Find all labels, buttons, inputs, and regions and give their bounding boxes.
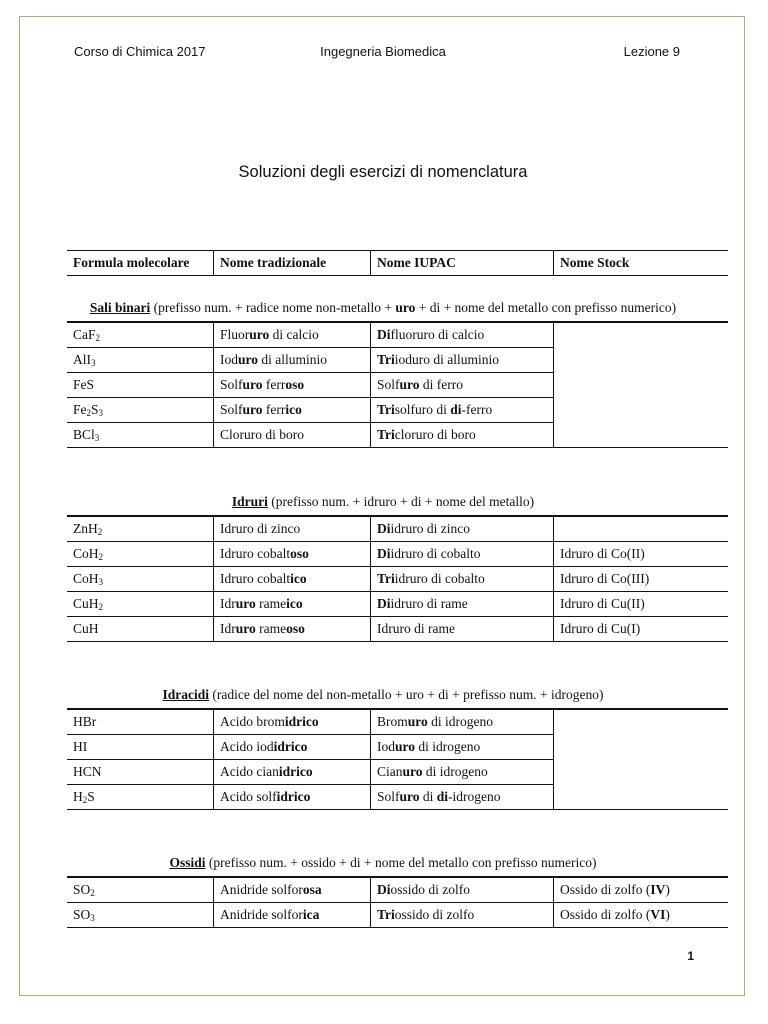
traditional-name-cell: Acido bromidrico (214, 709, 371, 735)
table-row (67, 785, 728, 810)
section-rule: (prefisso num. + idruro + di + nome del metallo) (267, 494, 535, 509)
section-name: Sali binari (89, 300, 151, 315)
iupac-name-cell: Tricloruro di boro (371, 423, 554, 448)
iupac-name-cell: Solfuro di di-idrogeno (371, 785, 554, 810)
iupac-name-cell: Bromuro di idrogeno (371, 709, 554, 735)
formula-cell: $Fe_2S_3$ (67, 398, 214, 423)
formula-cell: FeS (67, 373, 214, 398)
stock-name-cell: Idruro di Co(II) (554, 542, 729, 567)
iupac-name-cell: Diidruro di rame (371, 592, 554, 617)
col-stock: Nome Stock (560, 255, 630, 270)
stock-name-cell: Idruro di Co(III) (554, 567, 729, 592)
formula-cell: CuH$_2$ (67, 592, 214, 617)
stock-name-cell (554, 373, 729, 398)
section-rule-bold: uro (395, 300, 416, 315)
stock-name-cell (554, 735, 729, 760)
table-idruri (67, 515, 728, 642)
table-idracidi (67, 708, 728, 810)
section-heading-ossidi (20, 855, 746, 871)
page-title: Soluzioni degli esercizi di nomenclatura (238, 163, 528, 181)
section-rule: (prefisso num. + ossido + di + nome del metallo con prefisso numerico) (205, 855, 597, 870)
traditional-name-cell: Idruro rameoso (214, 617, 371, 642)
formula-cell: CoH$_2$ (67, 542, 214, 567)
stock-name-cell (554, 322, 729, 348)
iupac-name-cell: Solfuro di ferro (371, 373, 554, 398)
table-row (67, 398, 728, 423)
table-row (67, 760, 728, 785)
iupac-name-cell: Difluoruro di calcio (371, 322, 554, 348)
section-heading-idracidi (20, 687, 746, 703)
stock-name-cell (554, 516, 729, 542)
table-row (67, 516, 728, 542)
formula-cell: HCN (67, 760, 214, 785)
stock-name-cell (554, 423, 729, 448)
section-rule: (radice del nome del non-metallo + uro + di + prefisso num. + idrogeno) (209, 687, 604, 702)
table-row (67, 592, 728, 617)
table-row (67, 322, 728, 348)
stock-name-cell (554, 709, 729, 735)
iupac-name-cell: Diidruro di cobalto (371, 542, 554, 567)
formula-cell: BCl$_3$ (67, 423, 214, 448)
header-lesson: Lezione 9 (623, 44, 680, 59)
iupac-name-cell: Triioduro di alluminio (371, 348, 554, 373)
table-row (67, 617, 728, 642)
document-page (19, 16, 745, 996)
header-program: Ingegneria Biomedica (320, 44, 446, 59)
traditional-name-cell: Acido solfidrico (214, 785, 371, 810)
stock-name-cell: Idruro di Cu(I) (560, 621, 641, 636)
traditional-name-cell: Solfuro ferrico (214, 398, 371, 423)
traditional-name-cell: Idruro di zinco (214, 516, 371, 542)
iupac-name-cell: Triidruro di cobalto (371, 567, 554, 592)
column-header-table (67, 250, 728, 276)
section-name: Idruri (231, 494, 268, 509)
section-rule: + di + nome del metallo con prefisso numerico) (415, 300, 677, 315)
formula-cell: CaF$_2$ (67, 322, 214, 348)
formula-cell: CoH$_3$ (67, 567, 214, 592)
iupac-name-cell: Cianuro di idrogeno (371, 760, 554, 785)
table-row (67, 735, 728, 760)
stock-name-cell (554, 785, 729, 810)
iupac-name-cell: Diossido di zolfo (371, 877, 554, 903)
iupac-name-cell: Ioduro di idrogeno (371, 735, 554, 760)
stock-name-cell: Ossido di zolfo (VI) (560, 907, 670, 922)
formula-cell: $SO_3$ (67, 903, 214, 928)
iupac-name-cell: Triossido di zolfo (371, 903, 554, 928)
iupac-name-cell: Idruro di rame (371, 617, 554, 642)
col-iupac: Nome IUPAC (371, 251, 554, 276)
formula-cell: HBr (67, 709, 214, 735)
traditional-name-cell: Anidride solforosa (214, 877, 371, 903)
table-row (67, 542, 728, 567)
col-traditional: Nome tradizionale (214, 251, 371, 276)
table-row (67, 373, 728, 398)
formula-cell: ZnH$_2$ (67, 516, 214, 542)
stock-name-cell (554, 348, 729, 373)
traditional-name-cell: Cloruro di boro (214, 423, 371, 448)
traditional-name-cell: Acido cianidrico (214, 760, 371, 785)
page-number: 1 (687, 949, 694, 963)
section-name: Idracidi (162, 687, 210, 702)
formula-cell: CuH (67, 617, 214, 642)
col-formula: Formula molecolare (67, 251, 214, 276)
table-row (67, 877, 728, 903)
table-ossidi (67, 876, 728, 928)
traditional-name-cell: Solfuro ferroso (214, 373, 371, 398)
traditional-name-cell: Idruro cobaltico (214, 567, 371, 592)
traditional-name-cell: Idruro rameico (214, 592, 371, 617)
table-row (67, 423, 728, 448)
table-sali-binari (67, 321, 728, 448)
table-row (67, 567, 728, 592)
stock-name-cell (554, 760, 729, 785)
formula-cell: $SO_2$ (67, 877, 214, 903)
formula-cell: HI (67, 735, 214, 760)
column-header-row (67, 251, 728, 276)
iupac-name-cell: Trisolfuro di di-ferro (371, 398, 554, 423)
traditional-name-cell: Acido iodidrico (214, 735, 371, 760)
stock-name-cell (554, 398, 729, 423)
formula-cell: $H_2S$ (67, 785, 214, 810)
stock-name-cell: Idruro di Cu(II) (554, 592, 729, 617)
section-heading-sali (20, 300, 746, 316)
table-row (67, 903, 728, 928)
formula-cell: AlI$_3$ (67, 348, 214, 373)
section-name: Ossidi (169, 855, 206, 870)
traditional-name-cell: Ioduro di alluminio (214, 348, 371, 373)
traditional-name-cell: Fluoruro di calcio (214, 322, 371, 348)
section-heading-idruri (20, 494, 746, 510)
iupac-name-cell: Diidruro di zinco (371, 516, 554, 542)
header-course: Corso di Chimica 2017 (74, 44, 206, 59)
stock-name-cell: Ossido di zolfo (IV) (554, 877, 729, 903)
table-row (67, 348, 728, 373)
section-rule: (prefisso num. + radice nome non-metallo + (150, 300, 396, 315)
table-row (67, 709, 728, 735)
traditional-name-cell: Idruro cobaltoso (214, 542, 371, 567)
traditional-name-cell: Anidride solforica (214, 903, 371, 928)
